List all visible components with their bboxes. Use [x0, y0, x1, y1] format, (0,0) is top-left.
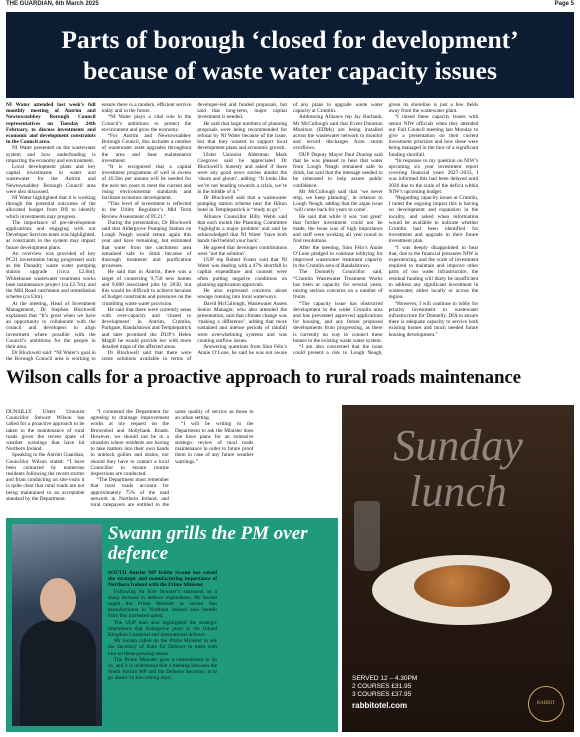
paragraph: “The capacity issue has obstructed development in the wider Crumlin area and has prevented approved applications for housing, and any future proposed developments from progressing, as there is currently no way to connect these homes to the existing waste water system. [292, 300, 383, 344]
paragraph: Mr Swann called on the Prime Minister to ask the Secretary of State for Defence to meet with him on these pressing issues. [108, 638, 217, 657]
paragraph: The UUP man also highlighted the strategic importance that Aldergrove plays in the United Kingdom’s national and international defence. [108, 619, 217, 639]
article-columns [6, 102, 574, 364]
ad-script-line-2: lunch [409, 467, 507, 516]
paragraph: “This level of investment is reflected in the Utility Regulator’s Mid Term Review Assessment of PC21.” [101, 201, 192, 220]
paragraph: Addressing Alliance rep Jay Burbank, Mr McCullough said that Event Duration Monitors (EDMs) are being installed across the wastewater network to monitor and record discharges from storm overflows. [292, 114, 383, 152]
photo-face [40, 578, 76, 622]
main-article [6, 102, 574, 364]
paragraph: He also expressed concerns about sewage running into local waterways. [197, 288, 287, 301]
paragraph: Dr Blockwell said that there were some solutions available in terms of developer-led and funded proposals, but said that long-term, major capital investment is needed. [101, 102, 287, 363]
ad-glass-image [354, 501, 380, 571]
lead-paragraph: SOUTH Antrim MP Robin Swann has raised the strategic and manufacturing importance of Northern Ireland with the Prime Minister. [108, 570, 217, 589]
paragraph: “I will be writing to the Department to ask the Minister does she have plans for an extensive strategic review of rural roads maintenance in order to future proof them in case of any future weather warnings.” [175, 421, 254, 465]
paragraph: “However, I will continue to lobby for priority investment in wastewater infrastructure for Donnelly. DfA to ensure there is adequate capacity to service both existing homes and much needed future housing development.” [388, 300, 479, 338]
paragraph: “In response to my question on NIW’s upcoming six year investment report covering financial years 2027–2033, I was informed this had been delayed until 2026 due to the scale of the deficit within NIW’s upcoming budget. [388, 157, 479, 195]
paragraph: He said that while it was ‘not great’ that further investment could not be made, the issue was of high importance and staff were working all year round to find resolutions. [292, 213, 383, 245]
ad-details [352, 675, 502, 710]
ad-website: rabbitotel.com [352, 701, 408, 710]
wilson-columns [6, 409, 338, 514]
paragraph: NI Water highlighted that it is working through the potential outcomes of the allocated budget from DfI to identify which investments may progress. [6, 195, 96, 220]
paragraph: “It is recognised that a capital investment programme of well in excess of £0.5bn per annum will be needed for the next ten years to meet the current and rising environmental standards and facilitate economic development. [101, 164, 192, 202]
paragraph: An overview was provided of key PC21 investments being progressed such as the Dunadry waste water pumping station upgrade (circa £2.6m); Whitehouse wastewater treatment works base maintenance project (ca £2.7m); and the Mill Road catchment and remediation scheme (ca £3m). [6, 250, 96, 301]
headline-line-1: Parts of borough ‘closed for development’ [61, 25, 519, 54]
paragraph: He said that there were currently areas with over-capacity and ‘closed to development’ in Antrim, Crumlin, Parkgate, Randalstown and Templepatrick and later promised the DUP’s Helen Magill he would provide her with more detailed maps of the affected areas. [101, 306, 192, 350]
sunday-lunch-advert [342, 405, 574, 732]
page-number: Page 5 [554, 1, 574, 7]
main-headline [6, 12, 574, 98]
paragraph: He said that large numbers of planning proposals were being recommended for refusal by NI Water because of the issue, but that they wanted to support local development plans and economic growth. [197, 120, 287, 152]
paragraph: He said that in Antrim, there was a target of connecting 9,750 new homes and 9,000 associated jobs by 2030, but this would be difficult to achieve because of budget constraints and pressures on the crumbling waste water provision. [101, 269, 192, 307]
paragraph: UUP rep Robert Foster said that NI Water was dealing with a 47% shortfall in capital expenditure and counsel were often putting negative conditions on planning application approvals. [197, 257, 287, 288]
ad-price-2-courses: 2 COURSES £31.95 [352, 683, 412, 690]
ad-price-3-courses: 3 COURSES £37.95 [352, 691, 412, 698]
photo-suit [20, 620, 96, 726]
headline-line-2: because of waste water capacity issues [83, 56, 497, 85]
paragraph: “Regarding capacity issues at Crumlin, I noted the ongoing impact this is having on development and expansion in the locality, and asked when information would be available to indicate whether Crumlin had been identified for investment and upgrade in their future investment plan. [388, 195, 479, 245]
paragraph: The Donnelly Councillor said, “Crumlin Wastewater Treatment Works has been at capacity for several years, raising serious concerns on a number of fronts. [292, 269, 383, 301]
paragraph: The importance of pre-development applications and engaging with our Developer Services team was highlighted, as constraints in the system may impact future development plans. [6, 219, 96, 251]
paragraph: At the meeting, Head of Investment Management, Dr Stephen Blockwell explained that “It’s great when we have an opportunity to collaborate with the council and developers to align investment where possible with the Council’s ambitions for the people in their area. [6, 300, 96, 350]
paragraph: David McCullough, Wastewater Assets Senior Manager, who also attended the presentation, said that climate change was ‘making a difference’, adding that more sustained and intense periods of rainfall were overwhelming systems and was creating outflow issues. [197, 300, 287, 344]
paragraph: “I am also concerned that the issue could present a risk to Lough Neagh, given its shoreline is just a few fields away from the wastewater plant. [292, 102, 479, 357]
paragraph: “NI Water plays a vital role in the Council’s ambitions to protect the environment and grow the economy. [101, 114, 192, 133]
paragraph: Following Sir Keir Starmer’s statement on a sharp increase in defence expenditure, Mr Swann urged the Prime Minister to ensure that manufacturers in Northern Ireland also benefit from this increased spend. [108, 588, 217, 620]
paragraph: “The Department must remember that rural roads account for approximately 75% of the road network in Northern Ireland, and rural ratepayers are entitled to the same quality of service as those in an urban setting. [90, 409, 254, 509]
lead-paragraph: NI Water attended last week’s full monthly meeting of Antrim and Newtownabbey Borough Council representatives on Tuesday 24th February, to discuss investments and economic and development constraints in the Council area. [6, 102, 96, 146]
paragraph: Speaking to the Antrim Guardian, Councillor Wilson stated: “I have been contacted by numerous residents following the recent storms and from conducting on site-visits it is quite clear that rural roads are not being maintained to an acceptable standard by the Department. [6, 452, 85, 502]
paragraph: He agreed that developer contributions were ‘not the solution’. [197, 244, 287, 257]
ad-script-line-1: Sunday [393, 421, 523, 470]
paragraph: Mr McCullough said that ‘we never stop, we keep planning’, in relation to Lough Neagh, adding that the algae issue ‘will come back for years to come’. [292, 188, 383, 214]
paragraph: “I commend the Department for agreeing to drainage improvement works at my request on the Browndod and Hollybank Roads. However, we should not be in a situation where residents are having to take matters into their own hands to unblock gullies and drains, nor should they have to contact a local Councillor to ensure routine inspections are conducted. [90, 409, 169, 478]
paragraph: During the presentation, Dr Blockwell said that Aldergrove Pumping Station on Lough Neagh would return again this year and have remaining, but estimated that water from the catchment area remained safe to drink because of thorough treatment and purification processes. [101, 219, 192, 270]
lead-paragraph: DUNSILLY Ulster Unionist Councillor Stewart Wilson has called for a proactive approach to be taken to the maintenance of rural roads given the recent spate of weather warnings that have hit Northern Ireland. [6, 409, 85, 453]
ad-serving-time: SERVED 12 – 4.30PM [352, 675, 418, 682]
swann-headline: Swann grills the PM over defence [108, 523, 308, 564]
swann-columns [108, 570, 332, 728]
paragraph: “I raised these capacity issues with senior NIW officials when they attended our Full Council meeting last Monday to give a presentation on their current investment priorities and how these were being managed in the face of a significant funding shortfall. [388, 114, 479, 158]
swann-photo [12, 524, 102, 726]
paragraph: Ulster Unionist Alderman Mark Cosgrove said he appreciated Dr Blockwell’s honesty and asked if there were any good news stories amidst the ‘doom and gloom’, adding: “It looks like we’re not heading towards a crisis, we’re in the middle of it.” [197, 151, 287, 195]
paragraph: Local development plans and key capital investments in water and wastewater for the Antrim and Newtownabbey Borough Council area were also discussed. [6, 164, 96, 195]
paragraph: After the meeting, Sinn Féin’s Annie O’Lone pledged to continue lobbying for improved wastewater treatment capacity in the Crumlin area of Randalstown. [292, 244, 383, 270]
page-header [6, 1, 574, 10]
wilson-headline: Wilson calls for a proactive approach to rural roads maintenance [6, 367, 521, 388]
paragraph: Answering questions from Sinn Féin’s Annie O’Lone, he said he was not aware of any plans to upgrade waste water capacity at Crumlin. [197, 102, 383, 357]
paragraph: Dr Blockwell said: “NI Water’s goal in the Borough Council area is working to ensure there is a modern, efficient service today and in the future. [6, 102, 192, 363]
ad-food-image [414, 565, 510, 607]
paragraph: Alliance Councillor Billy Webb said that each month the Planning Committee ‘highlights a major problem’ and said he acknowledged that NI Water ‘have both hands tied behind your back’. [197, 213, 287, 245]
paragraph: DUP Deputy Mayor Paul Dunlop said that he was pleased to hear that water from Lough Neagh remained safe to drink, but said that the message needed to be reiterated to help assure public confidence. [292, 151, 383, 189]
paragraph: “For Antrim and Newtownabbey Borough Council, this includes a number of wastewater asset upgrades throughout the area and base maintenance investment. [101, 133, 192, 164]
paper-date: THE GUARDIAN, 6th March 2025 [6, 1, 99, 7]
wilson-story [6, 368, 574, 406]
paragraph: Dr Blockwell said that a wastewater pumping station scheme near the Hilton hotel in Templepatrick is “ready to go”. [197, 195, 287, 214]
paragraph: “I was deeply disappointed to hear that, due to the financial pressures NIW is experiencing, and the scale of investment required to maintain and improve other parts of our water infrastructure, the residual funding will likely be insufficient to address any significant investment in wastewater, either locally or across the region. [388, 244, 479, 301]
paragraph: The Prime Minister gave a commitment to do so, and it is understood that a meeting between the South Antrim MP and the Defence Secretary is to go ahead ‘in the coming days’. [108, 656, 217, 682]
paragraph: NI Water presented on the wastewater system and how underfunding is impacting the economy and environment. [6, 145, 96, 164]
ad-script-title [356, 423, 560, 515]
rabbit-logo: RABBIT [528, 686, 564, 722]
swann-box [6, 518, 338, 732]
